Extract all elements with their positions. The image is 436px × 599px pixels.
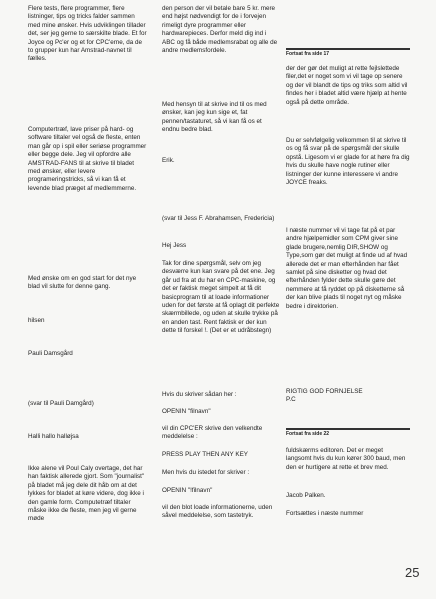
- page-number: 25: [405, 565, 420, 580]
- section-header: Fortsat fra side 17: [286, 51, 330, 57]
- paragraph: Du er selvfølgelig velkommen til at skrive til os og få svar på de spørgsmål der skulle opstå. Ligesom vi er glade for at høre fra dig hvis du skulle have nogle rutiner eller listninger der kunne interessere vi andre JOYCE freaks.: [286, 137, 410, 187]
- signature: Erik.: [162, 157, 175, 164]
- code-line: PRESS PLAY THEN ANY KEY: [162, 451, 248, 458]
- section-header: Fortsat fra side 22: [286, 431, 330, 437]
- paragraph: Fortsættes i næste nummer: [286, 510, 364, 517]
- signature: RIGTIG GOD FORNJELSE P.C: [286, 388, 363, 404]
- paragraph: der der gør det muligt at rette fejlslettede filer,det er noget som vi vil tage op senere og der vil blandt de tips og triks som altid vil findes her i bladet altid være hjælp at hente også på dette område.: [286, 65, 408, 106]
- paragraph: hilsen: [28, 317, 45, 324]
- paragraph: Hvis du skriver sådan her :: [162, 391, 237, 398]
- paragraph: I næste nummer vil vi tage fat på et par andre hjælpemidler som CPM giver sine glade brugere,nemlig DIR,SHOW og Type,som gør det muligt at finde ud af hvad allerede det er man efterhånden har fået samlet på sine disketter og hvad det efterhånden fylder dette skulle gøre det nemmere at få ryddet op på disketterne så der kan blive plads til noget nyt og måske bedre i direktorien.: [286, 227, 408, 310]
- signature: Jacob Palken.: [286, 492, 326, 499]
- paragraph: Men hvis du istedet for skriver :: [162, 469, 250, 476]
- code-line: OPENIN "filnavn": [162, 408, 211, 415]
- paragraph: Med hensyn til at skrive ind til os med ønsker, kan jeg kun sige et, fat pennen/tastaturet, så vi kan få os et endnu bedre blad.: [162, 101, 267, 134]
- paragraph: (svar til Pauli Damgård): [28, 400, 94, 407]
- paragraph: fuldskærms editoren. Det er meget langsomt hvis du kun kører 300 baud, men den er hurtigere at rette et brev med.: [286, 447, 406, 471]
- paragraph: Flere tests, flere programmer, flere listninger, tips og tricks falder sammen med mine ønsker. Hvis udviklingen tillader det, ser jeg gerne to særskilte blade. Et for Joyce og Pc'er og et for CPC'erne, da de to grupper kun har Amstrad-navnet til fælles.: [28, 5, 147, 63]
- signature: Pauli Damsgård: [28, 350, 73, 357]
- paragraph: (svar til Jess F. Abrahamsen, Fredericia): [162, 215, 275, 222]
- paragraph: den person der vil betale bare 5 kr. mere end højst nødvendigt for de i forvejen rimeligt dyre programmer eller hardwarepieces. Derfor meld dig ind i ABC og få både medlemsrabat og alle de andre medlemsfordele.: [162, 5, 278, 55]
- paragraph: vil den blot loade informationerne, uden såvel meddelelse, som tastetryk.: [162, 504, 273, 520]
- code-line: OPENIN "!filnavn": [162, 487, 213, 494]
- paragraph: Computertræf, lave priser på hard- og software tiltaler vel også de fleste, enten man går op i spil eller seriøse programmer eller begge dele. Jeg vil opfordre alle AMSTRAD-FANS til at skrive til bladet med ønsker, eller levere programeringstricks, så vi kan få et levende blad præget af medlemmerne.: [28, 126, 147, 192]
- paragraph: vil din CPC'ER skrive den velkendte meddelelse :: [162, 425, 263, 441]
- paragraph: Ikke alene vil Poul Caly overtage, det har han faktisk allerede gjort. Som "journalist" på bladet må jeg dele dit håb om at det lykkes for bladet at køre videre, dog ikke i den gamle form. Computetræf tiltaler måske ikke de fleste, men jeg vil gerne møde: [28, 465, 145, 523]
- paragraph: Halli hallo halløjsa: [28, 433, 79, 440]
- section-rule: [286, 48, 410, 50]
- paragraph: Tak for dine spørgsmål, selv om jeg desværre kun kan svare på det ene. Jeg går ud fra at du har en CPC-maskine, og det er faktisk meget simpelt at få dit basicprogram til at loade informationer uden for det første at få oplagt dit perfekte skærmbillede, og uden at skulle trykke på en anden tast. Rent faktisk er der kun dette til forskel !. (Det er et udråbstegn): [162, 260, 280, 335]
- paragraph: Hej Jess: [162, 242, 187, 249]
- paragraph: Med ønske om en god start for det nye blad vil slutte for denne gang.: [28, 275, 137, 291]
- section-rule: [286, 428, 410, 430]
